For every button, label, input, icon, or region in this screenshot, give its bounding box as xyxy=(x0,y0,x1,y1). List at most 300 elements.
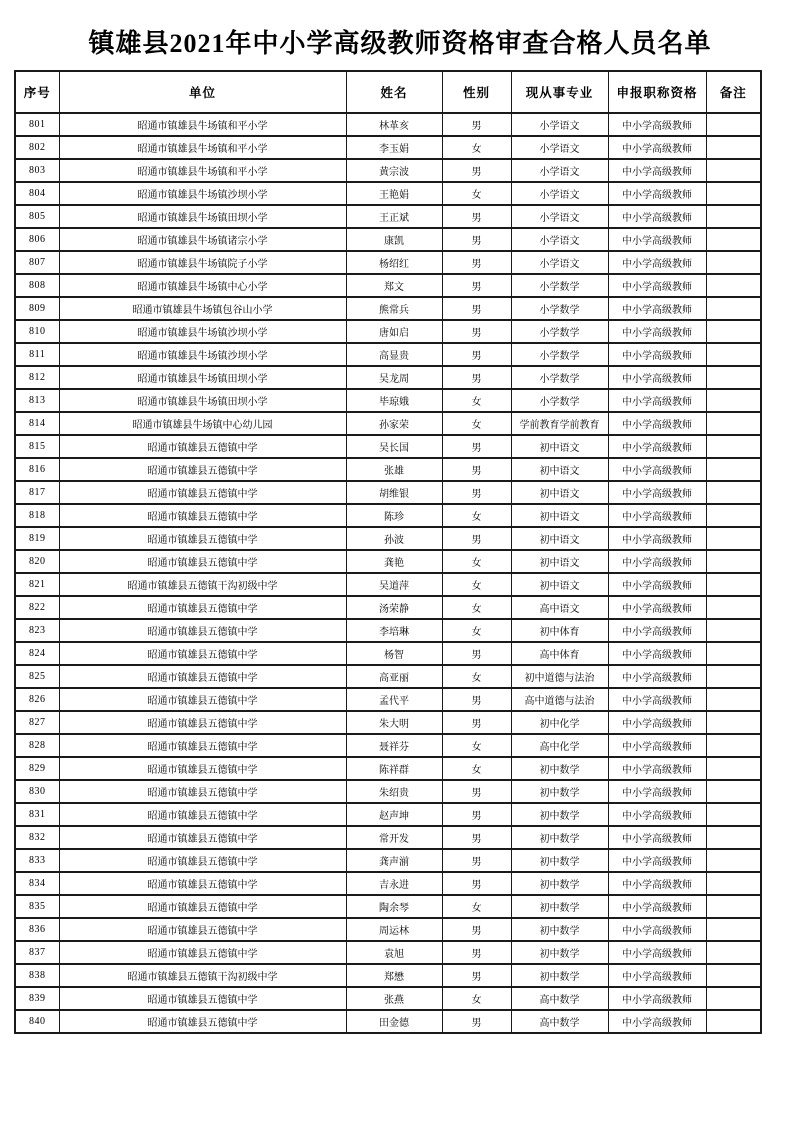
table-row xyxy=(15,688,761,711)
table-row xyxy=(15,872,761,895)
cell-name: 陶余琴 xyxy=(346,895,442,918)
cell-name: 龚艳 xyxy=(346,550,442,573)
cell-qualification: 中小学高级教师 xyxy=(608,872,706,895)
cell-major: 初中数学 xyxy=(511,964,608,987)
cell-unit: 昭通市镇雄县牛场镇田坝小学 xyxy=(59,205,346,228)
cell-gender: 男 xyxy=(442,941,511,964)
cell-gender: 男 xyxy=(442,228,511,251)
table-row xyxy=(15,941,761,964)
cell-major: 小学数学 xyxy=(511,320,608,343)
table-row xyxy=(15,1010,761,1033)
table-row xyxy=(15,987,761,1010)
column-header-name: 姓名 xyxy=(346,71,442,113)
cell-qualification: 中小学高级教师 xyxy=(608,251,706,274)
cell-remark xyxy=(706,1010,761,1033)
cell-gender: 男 xyxy=(442,642,511,665)
table-row xyxy=(15,895,761,918)
table-row xyxy=(15,481,761,504)
cell-qualification: 中小学高级教师 xyxy=(608,159,706,182)
cell-serial: 832 xyxy=(15,826,59,849)
cell-name: 李培琳 xyxy=(346,619,442,642)
table-row xyxy=(15,803,761,826)
cell-remark xyxy=(706,527,761,550)
cell-name: 李玉娟 xyxy=(346,136,442,159)
cell-gender: 男 xyxy=(442,251,511,274)
cell-gender: 女 xyxy=(442,665,511,688)
cell-gender: 男 xyxy=(442,688,511,711)
cell-name: 杨智 xyxy=(346,642,442,665)
cell-gender: 男 xyxy=(442,274,511,297)
cell-qualification: 中小学高级教师 xyxy=(608,297,706,320)
table-row xyxy=(15,918,761,941)
table-row xyxy=(15,297,761,320)
cell-serial: 803 xyxy=(15,159,59,182)
cell-qualification: 中小学高级教师 xyxy=(608,136,706,159)
cell-qualification: 中小学高级教师 xyxy=(608,366,706,389)
cell-unit: 昭通市镇雄县牛场镇沙坝小学 xyxy=(59,320,346,343)
cell-name: 高亚丽 xyxy=(346,665,442,688)
cell-remark xyxy=(706,987,761,1010)
table-header-row xyxy=(15,71,761,113)
cell-serial: 807 xyxy=(15,251,59,274)
cell-unit: 昭通市镇雄县五德镇中学 xyxy=(59,872,346,895)
cell-serial: 810 xyxy=(15,320,59,343)
cell-gender: 女 xyxy=(442,412,511,435)
cell-major: 小学语文 xyxy=(511,251,608,274)
cell-name: 吴龙周 xyxy=(346,366,442,389)
cell-serial: 820 xyxy=(15,550,59,573)
cell-remark xyxy=(706,458,761,481)
cell-major: 初中语文 xyxy=(511,458,608,481)
cell-gender: 男 xyxy=(442,159,511,182)
cell-qualification: 中小学高级教师 xyxy=(608,734,706,757)
cell-serial: 827 xyxy=(15,711,59,734)
cell-gender: 男 xyxy=(442,711,511,734)
cell-remark xyxy=(706,596,761,619)
cell-unit: 昭通市镇雄县五德镇中学 xyxy=(59,688,346,711)
cell-unit: 昭通市镇雄县五德镇中学 xyxy=(59,987,346,1010)
cell-gender: 女 xyxy=(442,573,511,596)
cell-gender: 女 xyxy=(442,734,511,757)
cell-serial: 809 xyxy=(15,297,59,320)
cell-gender: 女 xyxy=(442,757,511,780)
cell-serial: 836 xyxy=(15,918,59,941)
column-header-major: 现从事专业 xyxy=(511,71,608,113)
table-row xyxy=(15,711,761,734)
cell-major: 初中语文 xyxy=(511,435,608,458)
cell-serial: 838 xyxy=(15,964,59,987)
column-header-unit: 单位 xyxy=(59,71,346,113)
cell-name: 汤荣静 xyxy=(346,596,442,619)
cell-serial: 828 xyxy=(15,734,59,757)
cell-qualification: 中小学高级教师 xyxy=(608,757,706,780)
cell-major: 初中语文 xyxy=(511,550,608,573)
cell-unit: 昭通市镇雄县牛场镇田坝小学 xyxy=(59,389,346,412)
cell-remark xyxy=(706,389,761,412)
cell-major: 初中数学 xyxy=(511,826,608,849)
cell-serial: 817 xyxy=(15,481,59,504)
cell-gender: 女 xyxy=(442,389,511,412)
cell-qualification: 中小学高级教师 xyxy=(608,665,706,688)
cell-serial: 818 xyxy=(15,504,59,527)
table-row xyxy=(15,619,761,642)
cell-remark xyxy=(706,228,761,251)
cell-name: 张燕 xyxy=(346,987,442,1010)
cell-gender: 男 xyxy=(442,297,511,320)
cell-serial: 825 xyxy=(15,665,59,688)
cell-remark xyxy=(706,918,761,941)
cell-name: 高显贵 xyxy=(346,343,442,366)
cell-major: 学前教育学前教育 xyxy=(511,412,608,435)
table-row xyxy=(15,320,761,343)
cell-unit: 昭通市镇雄县五德镇中学 xyxy=(59,803,346,826)
cell-remark xyxy=(706,297,761,320)
cell-serial: 815 xyxy=(15,435,59,458)
cell-major: 初中体育 xyxy=(511,619,608,642)
cell-qualification: 中小学高级教师 xyxy=(608,596,706,619)
column-header-gender: 性别 xyxy=(442,71,511,113)
cell-major: 初中数学 xyxy=(511,849,608,872)
cell-qualification: 中小学高级教师 xyxy=(608,987,706,1010)
cell-unit: 昭通市镇雄县牛场镇和平小学 xyxy=(59,159,346,182)
table-row xyxy=(15,665,761,688)
cell-serial: 816 xyxy=(15,458,59,481)
cell-serial: 806 xyxy=(15,228,59,251)
table-row xyxy=(15,527,761,550)
cell-remark xyxy=(706,688,761,711)
cell-unit: 昭通市镇雄县五德镇干沟初级中学 xyxy=(59,573,346,596)
cell-major: 小学语文 xyxy=(511,205,608,228)
cell-name: 吴道萍 xyxy=(346,573,442,596)
cell-major: 初中数学 xyxy=(511,872,608,895)
cell-unit: 昭通市镇雄县五德镇中学 xyxy=(59,665,346,688)
cell-serial: 837 xyxy=(15,941,59,964)
cell-unit: 昭通市镇雄县五德镇中学 xyxy=(59,504,346,527)
cell-qualification: 中小学高级教师 xyxy=(608,527,706,550)
cell-remark xyxy=(706,780,761,803)
cell-qualification: 中小学高级教师 xyxy=(608,573,706,596)
cell-unit: 昭通市镇雄县五德镇中学 xyxy=(59,527,346,550)
cell-serial: 801 xyxy=(15,113,59,136)
cell-remark xyxy=(706,113,761,136)
cell-major: 小学语文 xyxy=(511,136,608,159)
cell-major: 小学数学 xyxy=(511,366,608,389)
cell-major: 小学语文 xyxy=(511,182,608,205)
column-header-remark: 备注 xyxy=(706,71,761,113)
cell-unit: 昭通市镇雄县牛场镇沙坝小学 xyxy=(59,182,346,205)
cell-gender: 男 xyxy=(442,803,511,826)
cell-name: 杨绍红 xyxy=(346,251,442,274)
cell-gender: 男 xyxy=(442,205,511,228)
cell-serial: 834 xyxy=(15,872,59,895)
cell-major: 小学数学 xyxy=(511,343,608,366)
cell-major: 高中数学 xyxy=(511,1010,608,1033)
cell-serial: 823 xyxy=(15,619,59,642)
cell-gender: 女 xyxy=(442,987,511,1010)
cell-remark xyxy=(706,366,761,389)
cell-remark xyxy=(706,573,761,596)
cell-major: 初中语文 xyxy=(511,527,608,550)
cell-serial: 826 xyxy=(15,688,59,711)
cell-qualification: 中小学高级教师 xyxy=(608,918,706,941)
cell-qualification: 中小学高级教师 xyxy=(608,849,706,872)
cell-qualification: 中小学高级教师 xyxy=(608,711,706,734)
cell-remark xyxy=(706,872,761,895)
cell-serial: 839 xyxy=(15,987,59,1010)
cell-gender: 女 xyxy=(442,182,511,205)
table-row xyxy=(15,435,761,458)
cell-remark xyxy=(706,343,761,366)
cell-qualification: 中小学高级教师 xyxy=(608,113,706,136)
table-row xyxy=(15,964,761,987)
cell-major: 初中数学 xyxy=(511,895,608,918)
cell-unit: 昭通市镇雄县牛场镇和平小学 xyxy=(59,113,346,136)
cell-serial: 833 xyxy=(15,849,59,872)
cell-major: 小学数学 xyxy=(511,274,608,297)
cell-serial: 830 xyxy=(15,780,59,803)
cell-remark xyxy=(706,136,761,159)
cell-major: 初中道德与法治 xyxy=(511,665,608,688)
cell-name: 朱大明 xyxy=(346,711,442,734)
cell-unit: 昭通市镇雄县五德镇中学 xyxy=(59,1010,346,1033)
cell-remark xyxy=(706,412,761,435)
cell-name: 吉永进 xyxy=(346,872,442,895)
cell-qualification: 中小学高级教师 xyxy=(608,389,706,412)
cell-serial: 814 xyxy=(15,412,59,435)
table-row xyxy=(15,205,761,228)
table-row xyxy=(15,182,761,205)
cell-unit: 昭通市镇雄县五德镇中学 xyxy=(59,481,346,504)
table-row xyxy=(15,504,761,527)
cell-name: 朱绍贵 xyxy=(346,780,442,803)
qualified-personnel-table xyxy=(14,70,762,1034)
cell-name: 郑懋 xyxy=(346,964,442,987)
cell-qualification: 中小学高级教师 xyxy=(608,619,706,642)
cell-qualification: 中小学高级教师 xyxy=(608,964,706,987)
cell-gender: 女 xyxy=(442,136,511,159)
table-row xyxy=(15,228,761,251)
cell-gender: 男 xyxy=(442,872,511,895)
cell-name: 王艳娟 xyxy=(346,182,442,205)
cell-remark xyxy=(706,159,761,182)
cell-major: 高中语文 xyxy=(511,596,608,619)
cell-name: 唐如启 xyxy=(346,320,442,343)
table-row xyxy=(15,642,761,665)
cell-name: 孙家荣 xyxy=(346,412,442,435)
cell-qualification: 中小学高级教师 xyxy=(608,642,706,665)
table-row xyxy=(15,274,761,297)
cell-name: 孙波 xyxy=(346,527,442,550)
cell-name: 袁旭 xyxy=(346,941,442,964)
cell-unit: 昭通市镇雄县牛场镇包谷山小学 xyxy=(59,297,346,320)
cell-gender: 男 xyxy=(442,918,511,941)
cell-major: 小学语文 xyxy=(511,159,608,182)
cell-major: 初中数学 xyxy=(511,757,608,780)
cell-unit: 昭通市镇雄县牛场镇沙坝小学 xyxy=(59,343,346,366)
cell-serial: 819 xyxy=(15,527,59,550)
cell-unit: 昭通市镇雄县五德镇干沟初级中学 xyxy=(59,964,346,987)
cell-gender: 男 xyxy=(442,964,511,987)
cell-remark xyxy=(706,504,761,527)
cell-name: 赵声坤 xyxy=(346,803,442,826)
cell-major: 初中语文 xyxy=(511,504,608,527)
table-row xyxy=(15,412,761,435)
cell-gender: 女 xyxy=(442,619,511,642)
cell-unit: 昭通市镇雄县五德镇中学 xyxy=(59,941,346,964)
cell-serial: 840 xyxy=(15,1010,59,1033)
cell-serial: 808 xyxy=(15,274,59,297)
cell-gender: 男 xyxy=(442,1010,511,1033)
cell-qualification: 中小学高级教师 xyxy=(608,803,706,826)
table-row xyxy=(15,826,761,849)
cell-name: 张雄 xyxy=(346,458,442,481)
cell-name: 郑文 xyxy=(346,274,442,297)
cell-qualification: 中小学高级教师 xyxy=(608,504,706,527)
cell-serial: 811 xyxy=(15,343,59,366)
cell-serial: 822 xyxy=(15,596,59,619)
cell-name: 聂祥芬 xyxy=(346,734,442,757)
cell-serial: 813 xyxy=(15,389,59,412)
cell-qualification: 中小学高级教师 xyxy=(608,182,706,205)
cell-name: 常开发 xyxy=(346,826,442,849)
cell-remark xyxy=(706,803,761,826)
cell-major: 小学数学 xyxy=(511,389,608,412)
cell-name: 胡维银 xyxy=(346,481,442,504)
cell-name: 黄宗波 xyxy=(346,159,442,182)
cell-remark xyxy=(706,964,761,987)
cell-serial: 805 xyxy=(15,205,59,228)
cell-gender: 男 xyxy=(442,435,511,458)
cell-unit: 昭通市镇雄县五德镇中学 xyxy=(59,550,346,573)
cell-name: 龚声湔 xyxy=(346,849,442,872)
cell-unit: 昭通市镇雄县牛场镇中心幼儿园 xyxy=(59,412,346,435)
cell-major: 初中数学 xyxy=(511,803,608,826)
cell-qualification: 中小学高级教师 xyxy=(608,274,706,297)
cell-qualification: 中小学高级教师 xyxy=(608,435,706,458)
cell-serial: 829 xyxy=(15,757,59,780)
cell-remark xyxy=(706,205,761,228)
cell-remark xyxy=(706,642,761,665)
cell-unit: 昭通市镇雄县五德镇中学 xyxy=(59,918,346,941)
cell-gender: 女 xyxy=(442,596,511,619)
cell-gender: 男 xyxy=(442,320,511,343)
cell-qualification: 中小学高级教师 xyxy=(608,228,706,251)
table-row xyxy=(15,113,761,136)
cell-remark xyxy=(706,941,761,964)
table-row xyxy=(15,251,761,274)
cell-gender: 男 xyxy=(442,113,511,136)
cell-major: 初中语文 xyxy=(511,573,608,596)
cell-major: 高中道德与法治 xyxy=(511,688,608,711)
cell-gender: 男 xyxy=(442,527,511,550)
cell-qualification: 中小学高级教师 xyxy=(608,412,706,435)
cell-unit: 昭通市镇雄县牛场镇和平小学 xyxy=(59,136,346,159)
cell-unit: 昭通市镇雄县五德镇中学 xyxy=(59,849,346,872)
cell-major: 高中数学 xyxy=(511,987,608,1010)
cell-serial: 824 xyxy=(15,642,59,665)
column-header-qualification: 申报职称资格 xyxy=(608,71,706,113)
cell-remark xyxy=(706,826,761,849)
cell-qualification: 中小学高级教师 xyxy=(608,1010,706,1033)
cell-name: 毕琼娥 xyxy=(346,389,442,412)
cell-unit: 昭通市镇雄县五德镇中学 xyxy=(59,734,346,757)
cell-remark xyxy=(706,619,761,642)
cell-unit: 昭通市镇雄县五德镇中学 xyxy=(59,619,346,642)
table-row xyxy=(15,849,761,872)
cell-unit: 昭通市镇雄县五德镇中学 xyxy=(59,895,346,918)
cell-name: 陈珍 xyxy=(346,504,442,527)
cell-remark xyxy=(706,895,761,918)
cell-unit: 昭通市镇雄县五德镇中学 xyxy=(59,711,346,734)
cell-unit: 昭通市镇雄县五德镇中学 xyxy=(59,642,346,665)
table-row xyxy=(15,366,761,389)
cell-qualification: 中小学高级教师 xyxy=(608,458,706,481)
table-row xyxy=(15,458,761,481)
cell-qualification: 中小学高级教师 xyxy=(608,343,706,366)
cell-major: 初中数学 xyxy=(511,941,608,964)
cell-qualification: 中小学高级教师 xyxy=(608,895,706,918)
cell-name: 熊常兵 xyxy=(346,297,442,320)
table-row xyxy=(15,573,761,596)
cell-gender: 男 xyxy=(442,826,511,849)
cell-qualification: 中小学高级教师 xyxy=(608,320,706,343)
cell-qualification: 中小学高级教师 xyxy=(608,481,706,504)
cell-name: 康凯 xyxy=(346,228,442,251)
cell-major: 初中数学 xyxy=(511,780,608,803)
cell-qualification: 中小学高级教师 xyxy=(608,826,706,849)
cell-remark xyxy=(706,251,761,274)
cell-unit: 昭通市镇雄县牛场镇院子小学 xyxy=(59,251,346,274)
table-row xyxy=(15,343,761,366)
cell-unit: 昭通市镇雄县五德镇中学 xyxy=(59,780,346,803)
cell-unit: 昭通市镇雄县牛场镇中心小学 xyxy=(59,274,346,297)
cell-gender: 男 xyxy=(442,458,511,481)
cell-major: 小学语文 xyxy=(511,113,608,136)
cell-qualification: 中小学高级教师 xyxy=(608,780,706,803)
cell-unit: 昭通市镇雄县五德镇中学 xyxy=(59,757,346,780)
cell-qualification: 中小学高级教师 xyxy=(608,205,706,228)
cell-serial: 804 xyxy=(15,182,59,205)
cell-gender: 男 xyxy=(442,780,511,803)
cell-gender: 女 xyxy=(442,895,511,918)
cell-name: 周运林 xyxy=(346,918,442,941)
cell-major: 高中化学 xyxy=(511,734,608,757)
cell-remark xyxy=(706,182,761,205)
cell-remark xyxy=(706,481,761,504)
cell-remark xyxy=(706,757,761,780)
cell-major: 小学语文 xyxy=(511,228,608,251)
cell-gender: 男 xyxy=(442,481,511,504)
cell-qualification: 中小学高级教师 xyxy=(608,550,706,573)
cell-major: 高中体育 xyxy=(511,642,608,665)
cell-name: 陈祥群 xyxy=(346,757,442,780)
table-row xyxy=(15,136,761,159)
cell-unit: 昭通市镇雄县牛场镇田坝小学 xyxy=(59,366,346,389)
cell-remark xyxy=(706,849,761,872)
cell-name: 吴长国 xyxy=(346,435,442,458)
table-row xyxy=(15,159,761,182)
cell-gender: 女 xyxy=(442,504,511,527)
cell-gender: 男 xyxy=(442,849,511,872)
cell-major: 初中化学 xyxy=(511,711,608,734)
cell-unit: 昭通市镇雄县五德镇中学 xyxy=(59,435,346,458)
column-header-serial: 序号 xyxy=(15,71,59,113)
cell-major: 初中语文 xyxy=(511,481,608,504)
cell-major: 初中数学 xyxy=(511,918,608,941)
cell-remark xyxy=(706,320,761,343)
cell-remark xyxy=(706,550,761,573)
cell-gender: 女 xyxy=(442,550,511,573)
